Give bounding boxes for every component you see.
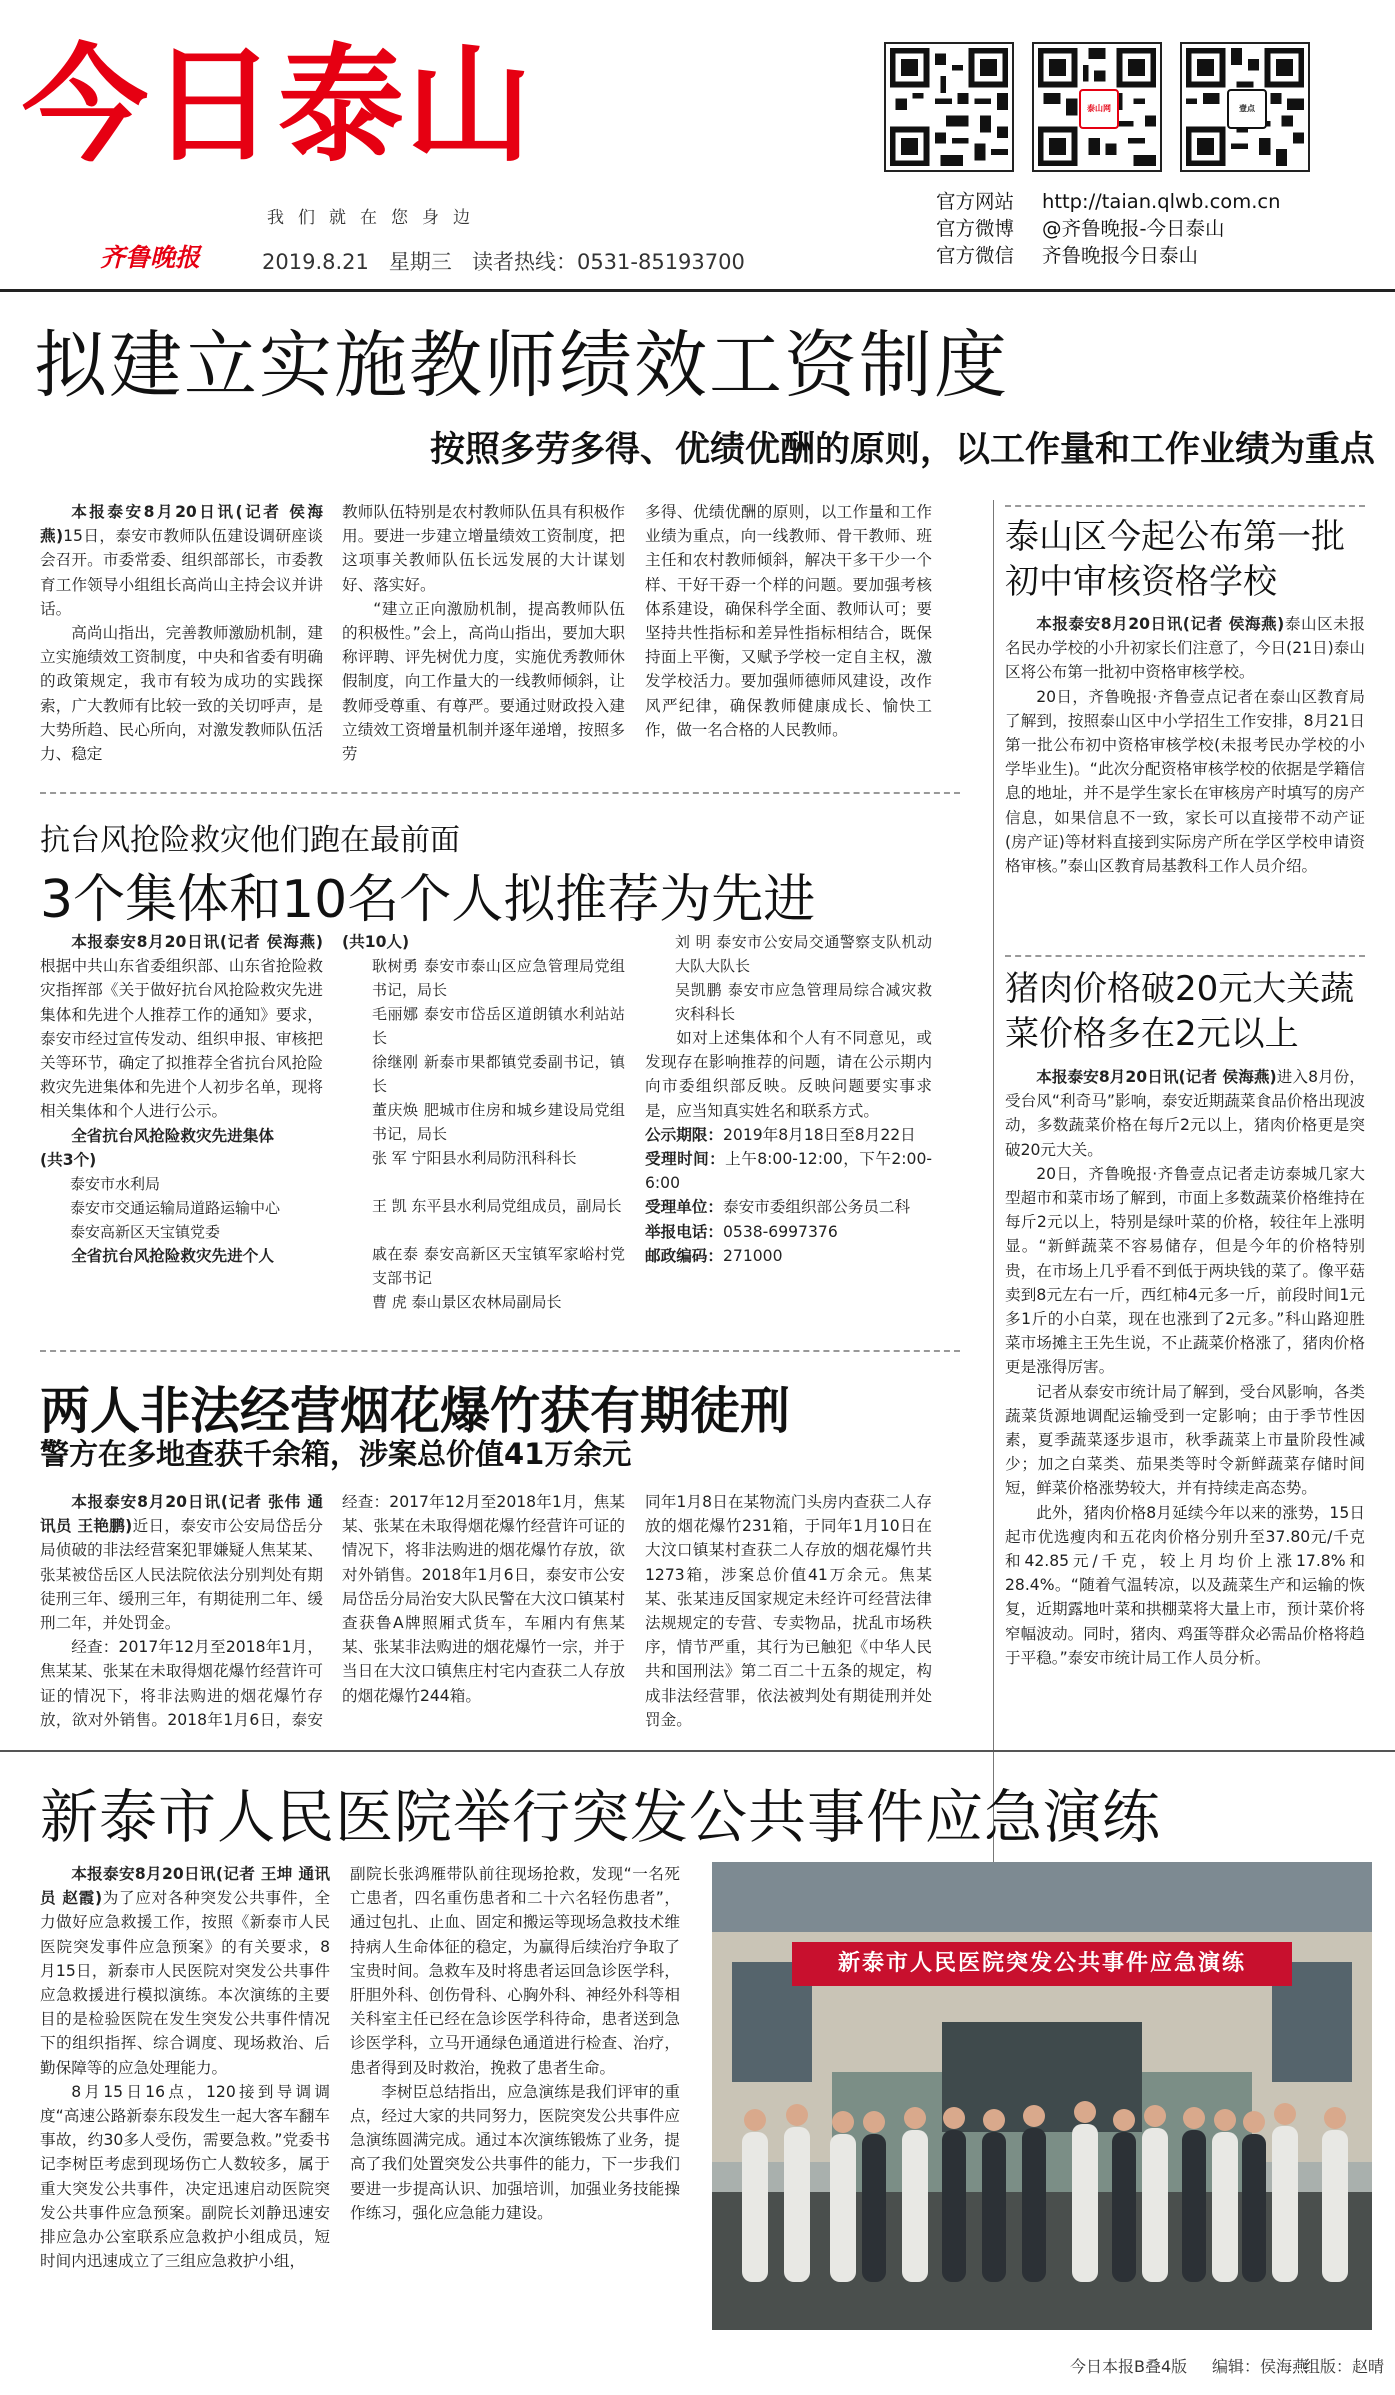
group-count: (共3个) bbox=[40, 1150, 97, 1169]
lead-text: “建立正向激励机制，提高教师队伍的积极性。”会上，高尚山指出，要加大职称评聘、评先树优力度，实施优秀教师休假制度，向工作量大的一线教师倾斜，让教师受尊重、有尊严。要通过财政投入建立绩效工资增量机制并逐年递增，按照多劳 bbox=[342, 599, 625, 764]
side1-headline: 泰山区今起公布第一批初中审核资格学校 bbox=[1005, 517, 1345, 602]
person-item: 王 凯 东平县水利局党组成员，副局长 bbox=[372, 1197, 622, 1216]
contact-info bbox=[936, 188, 1281, 269]
footer-editor: 编辑：侯海燕 bbox=[1212, 2357, 1309, 2376]
group-title: 全省抗台风抢险救灾先进集体 bbox=[71, 1126, 274, 1145]
side1-byline: 本报泰安8月20日讯(记者 侯海燕) bbox=[1036, 615, 1285, 633]
person-item: 毛丽娜 泰安市岱岳区道朗镇水利站站长 bbox=[372, 1005, 625, 1048]
side2-byline: 本报泰安8月20日讯(记者 侯海燕) bbox=[1036, 1068, 1277, 1086]
footer-layout: 组版：赵晴 bbox=[1304, 2357, 1385, 2376]
lead-headline: 拟建立实施教师绩效工资制度 bbox=[34, 323, 1009, 408]
person-count: (共10人) bbox=[342, 933, 410, 951]
issue-date: 2019.8.21 bbox=[262, 250, 369, 274]
group-item: 泰安市水利局 bbox=[70, 1175, 161, 1194]
side2-headline: 猪肉价格破20元大关蔬菜价格多在2元以上 bbox=[1005, 969, 1355, 1054]
fireworks-byline: 本报泰安8月20日讯(记者 张伟 通讯员 王艳鹏) bbox=[40, 1493, 323, 1536]
qr-logo-label: 壹点 bbox=[1227, 89, 1267, 129]
lead-text: 教师队伍特别是农村教师队伍具有积极作用。要进一步建立增量绩效工资制度，把这项事关教师队伍长远发展的大计谋划好、落实好。 bbox=[342, 503, 625, 594]
flood-column-3 bbox=[645, 930, 932, 1330]
unit-label: 受理单位： bbox=[645, 1198, 723, 1217]
masthead-logo: 今日泰山 bbox=[22, 32, 534, 179]
hospital-column-1 bbox=[40, 1862, 330, 2332]
lead-text: 高尚山指出，完善教师激励机制，建立实施绩效工资制度，中央和省委有明确的政策规定，我市有较为成功的实践探索，广大教师有比较一致的关切呼声，是大势所趋、民心所向，对激发教师队伍活力、稳定 bbox=[40, 624, 323, 764]
period-label: 公示期限： bbox=[645, 1125, 723, 1144]
flood-headline: 3个集体和10名个人拟推荐为先进 bbox=[40, 870, 816, 930]
hospital-photo bbox=[712, 1862, 1372, 2330]
fireworks-headline: 两人非法经营烟花爆竹获有期徒刑 bbox=[40, 1382, 790, 1440]
person-item: 董庆焕 肥城市住房和城乡建设局党组书记，局长 bbox=[372, 1101, 625, 1144]
flood-column-2 bbox=[342, 930, 625, 1330]
unit-value: 泰安市委组织部公务员二科 bbox=[722, 1198, 911, 1217]
fireworks-column-2 bbox=[342, 1490, 625, 1732]
weibo-label: 官方微博 bbox=[936, 217, 1015, 240]
dateline bbox=[262, 246, 745, 276]
time-value: 上午8:00-12:00，下午2:00-6:00 bbox=[645, 1150, 932, 1193]
brand-name: 齐鲁晚报 bbox=[100, 243, 201, 272]
hospital-photo-illustration bbox=[712, 1862, 1372, 2330]
person-title: 全省抗台风抢险救灾先进个人 bbox=[71, 1247, 274, 1266]
qr-logo-label: 泰山网 bbox=[1079, 89, 1119, 129]
fireworks-text: 经查：2017年12月至2018年1月，焦某某、张某在未取得烟花爆竹经营许可证的情况下，将非法购进的烟花爆竹存放，欲对外销售。2018年1月6日，泰安市公安局岱岳分局治安大队民警在大汶口镇某村查获鲁A牌照厢式货车，车厢内有焦某某、张某非法购进的烟花爆竹一宗，并于当日在大汶口镇焦庄村宅内查获二人存放的烟花爆竹244箱。 bbox=[342, 1493, 625, 1705]
flood-notice: 如对上述集体和个人有不同意见，或发现存在影响推荐的问题，请在公示期内向市委组织部反映。反映问题要实事求是，应当知真实姓名和联系方式。 bbox=[645, 1029, 932, 1120]
period-value: 2019年8月18日至8月22日 bbox=[722, 1125, 916, 1144]
weixin-row bbox=[936, 242, 1281, 269]
flood-byline: 本报泰安8月20日讯(记者 侯海燕) bbox=[71, 933, 323, 951]
flood-kicker: 抗台风抢险救灾他们跑在最前面 bbox=[40, 823, 460, 858]
fireworks-column-1 bbox=[40, 1490, 323, 1732]
group-item: 泰安高新区天宝镇党委 bbox=[70, 1223, 221, 1242]
flood-column-1 bbox=[40, 930, 323, 1330]
side1-text: 20日，齐鲁晚报·齐鲁壹点记者在泰山区教育局了解到，按照泰山区中小学招生工作安排，8月21日第一批公布初中资格审核学校(未报考民办学校的小学毕业生)。“此次分配资格审核学校的依据是学籍信息的地址，并不是学生家长在审核房产时填写的房产信息，如果信息不一致，家长可以直接带不动产证(房产证)等材料直接到实际房产所在学区学校申请资格审核。”泰山区教育局基教科工作人员介绍。 bbox=[1005, 687, 1365, 876]
person-item: 刘 明 泰安市公安局交通警察支队机动大队大队长 bbox=[675, 933, 932, 975]
site-url[interactable]: http://taian.qlwb.com.cn bbox=[1042, 190, 1281, 213]
masthead-slogan: 我们就在您身边 bbox=[267, 208, 484, 228]
hospital-text: 8月15日16点，120接到导调调度“高速公路新泰东段发生一起大客车翻车事故，约30多人受伤，需要急救。”党委书记李树臣考虑到现场伤亡人数较多，属于重大突发公共事件，决定迅速启动医院突发公共事件应急预案。副院长刘静迅速安排应急办公室联系应急救护小组成员，短时间内迅速成立了三组应急救护小组， bbox=[40, 2082, 330, 2271]
section-divider bbox=[40, 792, 960, 794]
lead-byline: 本报泰安8月20日讯(记者 侯海燕) bbox=[40, 503, 323, 546]
side1-text: 泰山区未报名民办学校的小升初家长们注意了，今日(21日)泰山区将公布第一批初中资格审核学校。 bbox=[1005, 615, 1365, 682]
lead-column-1 bbox=[40, 500, 323, 770]
masthead-rule bbox=[0, 289, 1395, 292]
sidebar-rule bbox=[1005, 505, 1365, 507]
person-item: 戚在泰 泰安高新区天宝镇军家峪村党支部书记 bbox=[372, 1245, 625, 1288]
weixin-account: 齐鲁晚报今日泰山 bbox=[1042, 244, 1199, 267]
hospital-text: 李树臣总结指出，应急演练是我们评审的重点，经过大家的共同努力，医院突发公共事件应急演练圆满完成。通过本次演练锻炼了业务，提高了我们处置突发公共事件的能力，下一步我们要进一步提高认识、加强培训，加强业务技能操作练习，强化应急能力建设。 bbox=[350, 2082, 680, 2222]
side2-body bbox=[1005, 1065, 1365, 1735]
hospital-text: 副院长张鸿雁带队前往现场抢救，发现“一名死亡患者，四名重伤患者和二十六名轻伤患者”，通过包扎、止血、固定和搬运等现场急救技术维持病人生命体征的稳定，为赢得后续治疗争取了宝贵时间。急救车及时将患者运回急诊医学科，肝胆外科、创伤骨科、心胸外科、神经外科等相关科室主任已经在急诊医学科待命，患者送到急诊医学科，立马开通绿色通道进行检查、治疗，患者得到及时救治，挽救了患者生命。 bbox=[350, 1865, 680, 2077]
hospital-text: 为了应对各种突发公共事件，全力做好应急救援工作，按照《新泰市人民医院突发事件应急预案》的有关要求，8月15日，新泰市人民医院对突发公共事件应急救援进行模拟演练。本次演练的主要目的是检验医院在发生突发公共事件情况下的组织指挥、综合调度、现场救治、后勤保障等的应急处理能力。 bbox=[40, 1889, 330, 2077]
qr-code-icon bbox=[884, 42, 1014, 172]
phone-value: 0538-6997376 bbox=[722, 1222, 838, 1241]
side2-text: 20日，齐鲁晚报·齐鲁壹点记者走访泰城几家大型超市和菜市场了解到，市面上多数蔬菜价格维持在每斤2元以上，特别是绿叶菜的价格，较往年上涨明显。“新鲜蔬菜不容易储存，但是今年的价格特别贵，在市场上几乎看不到低于两块钱的菜了。像平菇卖到8元左右一斤，西红柿4元多一斤，前段时间1元多1斤的小白菜，现在也涨到了2元多。”科山路迎胜菜市场摊主王先生说，不止蔬菜价格涨了，猪肉价格更是涨得厉害。 bbox=[1005, 1164, 1365, 1377]
side2-text: 进入8月份，受台风“利奇马”影响，泰安近期蔬菜食品价格出现波动，多数蔬菜价格在每斤2元以上，猪肉价格更是突破20元大关。 bbox=[1005, 1068, 1365, 1159]
qr-code-icon bbox=[1032, 42, 1162, 172]
group-item: 泰安市交通运输局道路运输中心 bbox=[70, 1199, 281, 1218]
hospital-column-2 bbox=[350, 1862, 680, 2332]
hospital-byline: 本报泰安8月20日讯(记者 王坤 通讯员 赵霞) bbox=[40, 1865, 330, 1908]
zip-value: 271000 bbox=[722, 1246, 783, 1265]
fireworks-text: 同年1月8日在某物流门头房内查获二人存放的烟花爆竹231箱，于同年1月10日在大汶口镇某村查获二人存放的烟花爆竹共1273箱，涉案总价值41万余元。焦某某、张某违反国家规定未经许可经营法律法规规定的专营、专卖物品，扰乱市场秩序，情节严重，其行为已触犯《中华人民共和国刑法》第二百二十五条的规定，构成非法经营罪，依法被判处有期徒刑并处罚金。 bbox=[645, 1493, 932, 1729]
sidebar-rule bbox=[1005, 955, 1365, 957]
lead-subhead: 按照多劳多得、优绩优酬的原则，以工作量和工作业绩为重点 bbox=[430, 430, 1376, 470]
fireworks-column-3 bbox=[645, 1490, 932, 1732]
fireworks-subhead: 警方在多地查获千余箱，涉案总价值41万余元 bbox=[40, 1437, 632, 1471]
person-item: 徐继刚 新泰市果都镇党委副书记，镇长 bbox=[372, 1053, 625, 1096]
side2-text: 记者从泰安市统计局了解到，受台风影响，各类蔬菜货源地调配运输受到一定影响；由于季节性因素，夏季蔬菜逐步退市，秋季蔬菜上市量阶段性减少；加之白菜类、茄果类等时令新鲜蔬菜存储时间短，鲜菜价格涨势较大，并有持续走高态势。 bbox=[1005, 1382, 1365, 1498]
issue-weekday: 星期三 bbox=[388, 250, 452, 274]
person-item: 耿树勇 泰安市泰山区应急管理局党组书记，局长 bbox=[372, 957, 625, 1000]
lead-column-3 bbox=[645, 500, 932, 770]
reader-hotline: 读者热线：0531-85193700 bbox=[471, 250, 745, 274]
weixin-label: 官方微信 bbox=[936, 244, 1015, 267]
section-divider bbox=[40, 1350, 960, 1352]
photo-banner: 新泰市人民医院突发公共事件应急演练 bbox=[792, 1942, 1292, 1986]
lead-text: 多得、优绩优酬的原则，以工作量和工作业绩为重点，向一线教师、骨干教师、班主任和农村教师倾斜，解决干多干少一个样、干好干孬一个样的问题。要加强考核体系建设，确保科学全面、教师认可；要坚持共性指标和差异性指标相结合，既保持面上平衡，又赋予学校一定自主权，激发学校活力。要加强师德师风建设，改作风严纪律，确保教师健康成长、愉快工作，做一名合格的人民教师。 bbox=[645, 503, 932, 739]
hospital-headline: 新泰市人民医院举行突发公共事件应急演练 bbox=[40, 1783, 1162, 1851]
footer-edition: 今日本报B叠4版 bbox=[1070, 2357, 1188, 2376]
qr-code-icon bbox=[1180, 42, 1310, 172]
person-item: 张 军 宁阳县水利局防汛科科长 bbox=[372, 1149, 577, 1168]
site-label: 官方网站 bbox=[936, 190, 1015, 213]
fireworks-text: 近日，泰安市公安局岱岳分局侦破的非法经营案犯罪嫌疑人焦某某、张某被岱岳区人民法院依法分别判处有期徒刑三年、缓刑三年，有期徒刑二年、缓刑二年，并处罚金。 bbox=[40, 1517, 323, 1633]
person-item: 吴凯鹏 泰安市应急管理局综合减灾救灾科科长 bbox=[675, 981, 932, 1023]
time-label: 受理时间： bbox=[645, 1150, 726, 1169]
zip-label: 邮政编码： bbox=[645, 1246, 723, 1265]
lead-column-2 bbox=[342, 500, 625, 770]
weibo-handle: @齐鲁晚报-今日泰山 bbox=[1042, 217, 1225, 240]
side1-body bbox=[1005, 612, 1365, 942]
lead-text: 15日，泰安市教师队伍建设调研座谈会召开。市委常委、组织部部长，市委教育工作领导小组组长高尚山主持会议并讲话。 bbox=[40, 527, 323, 618]
flood-text: 根据中共山东省委组织部、山东省抢险救灾指挥部《关于做好抗台风抢险救灾先进集体和先进个人推荐工作的通知》要求，泰安市经过宣传发动、组织申报、审核把关等环节，确定了拟推荐全省抗台风抢险救灾先进集体和先进个人初步名单，现将相关集体和个人进行公示。 bbox=[40, 957, 323, 1121]
person-item: 曹 虎 泰山景区农林局副局长 bbox=[372, 1293, 562, 1312]
side2-text: 此外，猪肉价格8月延续今年以来的涨势，15日起市优选瘦肉和五花肉价格分别升至37.80元/千克和42.85元/千克，较上月均价上涨17.8%和28.4%。“随着气温转凉，以及蔬菜生产和运输的恢复，近期露地叶菜和拱棚菜将大量上市，预计菜价将窄幅波动。同时，猪肉、鸡蛋等群众必需品价格将趋于平稳。”泰安市统计局工作人员分析。 bbox=[1005, 1503, 1365, 1667]
section-rule bbox=[0, 1750, 1395, 1752]
weibo-row bbox=[936, 215, 1281, 242]
phone-label: 举报电话： bbox=[645, 1222, 723, 1241]
fireworks-text: 经查：2017年12月至2018年1月，焦某某、张某在未取得烟花爆竹经营许可证的情况下，将非法购进的烟花爆竹存放，欲对外销售。2018年1月6日，泰安 bbox=[40, 1638, 323, 1729]
site-row bbox=[936, 188, 1281, 215]
